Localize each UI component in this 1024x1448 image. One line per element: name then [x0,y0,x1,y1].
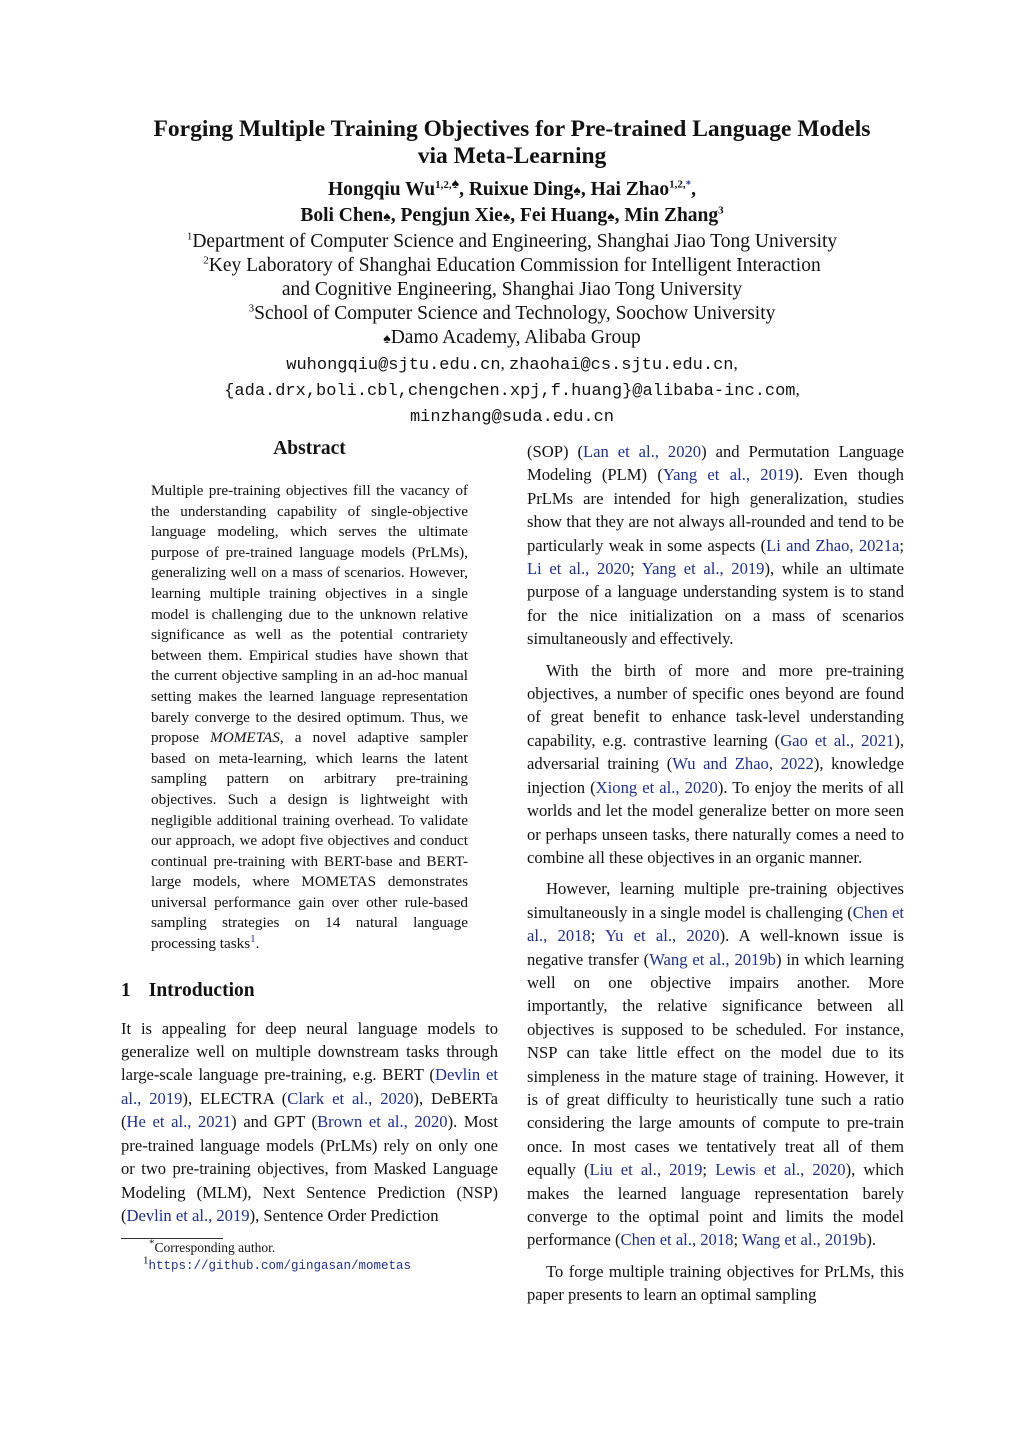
email-line-2: {ada.drx,boli.cbl,chengchen.xpj,f.huang}@alibaba-inc.com, [224,380,800,401]
intro-paragraph-1: It is appealing for deep neural language models to generalize well on multiple downstream tasks through large-scale language pre-training, e.g. BERT (Devlin et al., 2019), ELECTRA (Clark et al., 2020), DeBERTa (He et al., 2021) and GPT (Brown et al., 2020). Most pre-trained language models (PrLMs) rely on only one or two pre-training objectives, from Masked Language Modeling (MLM), Next Sentence Prediction (NSP) (Devlin et al., 2019), Sentence Order Prediction [121,1018,499,1225]
citation-link[interactable]: Yang et al., 2019 [641,559,765,579]
citation-link[interactable]: Devlin et al., 2019 [126,1205,250,1225]
author-line-2: Boli Chen♠, Pengjun Xie♠, Fei Huang♠, Min Zhang$^3$ [300,204,724,226]
footnote-code-url: $^1$https://github.com/gingasan/mometas [143,1254,412,1274]
author-name: Boli Chen [300,205,384,226]
left-column [121,437,498,1275]
email-link[interactable]: wuhongqiu@sjtu.edu.cn [286,356,501,375]
citation-link[interactable]: Liu et al., 2019 [589,1160,703,1180]
author-name: Min Zhang [624,205,719,226]
author-line-1: Hongqiu $Wu^{1,2,♠}$, Ruixue Ding♠, Hai Zhao$^{1,2,*}$, [327,176,697,200]
paper-header [0,116,1024,430]
footnote-ref-link[interactable]: 1 [250,933,256,945]
author-affil-sup: 1,2,* [669,178,692,191]
citation-link[interactable]: Wang et al., 2019b [741,1230,867,1250]
corresponding-star-link[interactable]: * [685,178,692,191]
citation-link[interactable]: Lewis et al., 2020 [715,1160,846,1180]
spade-icon: ♠ [502,210,511,225]
spade-icon: ♠ [383,210,391,225]
spade-icon: ♠ [607,210,615,225]
email-link[interactable]: minzhang@suda.edu.cn [409,408,615,427]
footnote-corresponding: *Corresponding author. [149,1237,276,1256]
spade-icon: ♠ [573,184,581,199]
email-line-1: wuhongqiu@sjtu.edu.cn, zhaohai@cs.sjtu.edu.cn, [286,354,738,375]
author-name: Ruixue Ding [468,179,574,200]
email-line-3 [0,404,1024,430]
affiliation-2: $^2$Key Laboratory of Shanghai Education Commission for Intelligent Interaction [203,254,821,276]
title-line-2: via Meta-Learning [417,143,607,169]
author-name: Fei Huang [520,205,608,226]
citation-link[interactable]: Li and Zhao, 2021a [766,535,900,555]
affiliation-3: $^3$School of Computer Science and Technology, Soochow University [248,302,776,324]
intro-paragraph-4: To forge multiple training objectives for PrLMs, this paper presents to learn an optimal sampling [527,1261,904,1305]
author-affil-sup: 3 [718,204,724,217]
citation-link[interactable]: Clark et al., 2020 [287,1088,414,1108]
spade-icon: ♠ [451,176,460,192]
citation-link[interactable]: Li et al., 2020 [527,559,631,579]
author-affil-sup: 1,2,♠ [435,176,460,192]
author-name: Hongqiu Wu [327,179,436,200]
title-line-1: Forging Multiple Training Objectives for Pre-trained Language Models [153,116,871,142]
spade-icon: ♠ [383,332,391,347]
section-heading-introduction: 1 Introduction [121,979,255,1001]
email-link[interactable]: {ada.drx,boli.cbl,chengchen.xpj,f.huang}@alibaba-inc.com [224,382,796,401]
citation-link[interactable]: Wu and Zhao, 2022 [672,754,814,774]
affiliation-1: $^1$Department of Computer Science and Engineering, Shanghai Jiao Tong University [186,230,838,252]
citation-link[interactable]: Yang et al., 2019 [662,465,794,485]
paper-title [0,116,1024,170]
citation-link[interactable]: Gao et al., 2021 [780,730,895,750]
intro-paragraph-3: However, learning multiple pre-training objectives simultaneously in a single model is challenging (Chen et al., 2018; Yu et al., 2020). A well-known issue is negative transfer (Wang et al., 2019b) in which learning well on one objective impairs another. More importantly, the relative significance between all objectives is supposed to be scheduled. For instance, NSP can take little effect on the model due to its simpleness in the mature stage of training. However, it is of great difficulty to heuristically tune such a ratio considering the large amounts of compute to pre-train once. In most cases we tentatively treat all of them equally (Liu et al., 2019; Lewis et al., 2020), which makes the learned language representation barely converge to the optimal point and limits the model performance (Chen et al., 2018; Wang et al., 2019b). [527,879,904,1250]
citation-link[interactable]: He et al., 2021 [126,1112,232,1132]
intro-paragraph-1-cont: (SOP) (Lan et al., 2020) and Permutation Language Modeling (PLM) (Yang et al., 2019). Even though PrLMs are intended for high generalization, studies show that they are not always all-rounded and tend to be particularly weak in some aspects (Li and Zhao, 2021a; Li et al., 2020; Yang et al., 2019), while an ultimate purpose of a language understanding system is to stand for the nice initialization on a mass of scenarios simultaneously and effectively. [527,442,905,649]
code-url-link[interactable]: https://github.com/gingasan/mometas [148,1259,412,1274]
citation-link[interactable]: Chen et al., 2018 [620,1230,734,1250]
citation-link[interactable]: Xiong et al., 2020 [595,777,718,797]
citation-link[interactable]: Devlin et al., 2019 [121,1065,498,1108]
abstract-heading: Abstract [273,438,346,459]
intro-paragraph-2: With the birth of more and more pre-training objectives, a number of specific ones beyond are found of great benefit to enhance task-level understanding capability, e.g. contrastive learning (Gao et al., 2021), adversarial training (Wu and Zhao, 2022), knowledge injection (Xiong et al., 2020). To enjoy the merits of all worlds and let the model generalize better on more seen or perhaps unseen tasks, there naturally comes a need to combine all these objectives in an organic manner. [527,660,905,867]
citation-link[interactable]: Brown et al., 2020 [317,1112,448,1132]
author-name: Hai Zhao [590,179,670,200]
author-name: Pengjun Xie [400,205,503,226]
right-column [527,440,904,1307]
citation-link[interactable]: Yu et al., 2020 [604,926,720,946]
email-link[interactable]: zhaohai@cs.sjtu.edu.cn [509,356,734,375]
affiliation-4: ♠Damo Academy, Alibaba Group [383,327,641,348]
citation-link[interactable]: Chen et al., 2018 [527,902,904,946]
method-name: MOMETAS [210,729,280,747]
abstract-text: Multiple pre-training objectives fill the vacancy of the understanding capability of single-objective language modeling, which serves the ultimate purpose of pre-trained language models (PrLMs), generalizing well on a mass of scenarios. However, learning multiple training objectives in a single model is challenging due to the unknown relative significance as well as the potential contrariety between them. Empirical studies have shown that the current objective sampling in an ad-hoc manual setting makes the learned language representation barely converge to the desired optimum. Thus, we propose MOMETAS, a novel adaptive sampler based on meta-learning, which learns the latent sampling pattern on arbitrary pre-training objectives. Such a design is lightweight with negligible additional training overhead. To validate our approach, we adopt five objectives and conduct continual pre-training with BERT-base and BERT-large models, where MOMETAS demonstrates universal performance gain over other rule-based sampling strategies on 14 natural language processing tasks$^1$. [151,482,468,953]
citation-link[interactable]: Wang et al., 2019b [649,949,776,969]
citation-link[interactable]: Lan et al., 2020 [582,442,702,461]
affiliation-2-cont: and Cognitive Engineering, Shanghai Jiao Tong University [281,279,743,300]
